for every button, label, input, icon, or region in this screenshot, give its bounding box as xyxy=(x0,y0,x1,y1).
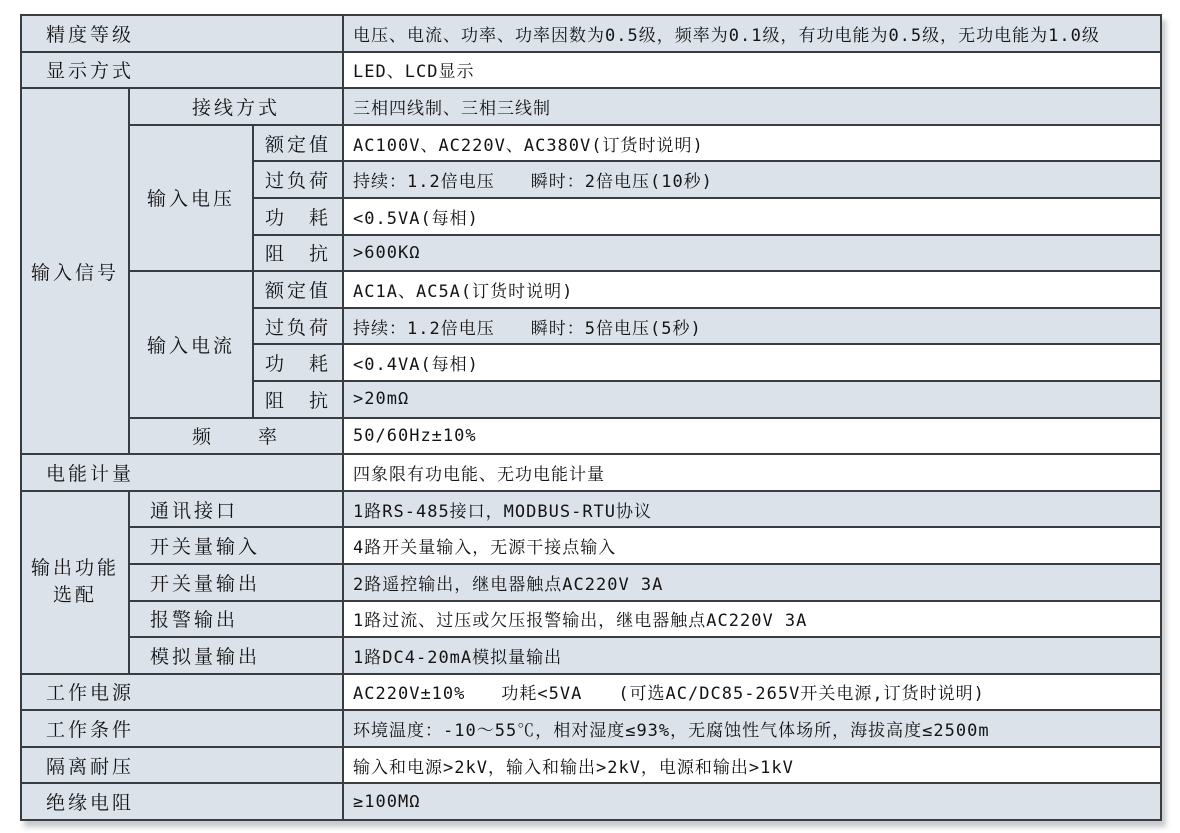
value-work-conditions: 环境温度：-10～55℃，相对湿度≤93%，无腐蚀性气体场所，海拔高度≤2500m xyxy=(343,710,1161,747)
value-isolation-withstand: 输入和电源>2kV，输入和输出>2kV，电源和输出>1kV xyxy=(343,747,1161,784)
row-alarm-output xyxy=(21,601,1161,638)
label-accuracy: 精度等级 xyxy=(21,15,343,52)
label-current-overload: 过负荷 xyxy=(253,308,343,345)
row-digital-output xyxy=(21,564,1161,601)
label-wiring: 接线方式 xyxy=(129,88,343,125)
row-insulation-resistance xyxy=(21,783,1161,820)
value-digital-input: 4路开关量输入，无源干接点输入 xyxy=(343,527,1161,564)
value-insulation-resistance: ≥100MΩ xyxy=(343,783,1161,820)
row-digital-input xyxy=(21,527,1161,564)
label-alarm-output: 报警输出 xyxy=(129,601,343,638)
row-energy-metering xyxy=(21,454,1161,491)
value-voltage-impedance: >600KΩ xyxy=(343,235,1161,272)
label-insulation-resistance: 绝缘电阻 xyxy=(21,783,343,820)
label-analog-output: 模拟量输出 xyxy=(129,637,343,674)
label-voltage-overload: 过负荷 xyxy=(253,161,343,198)
row-isolation-withstand xyxy=(21,747,1161,784)
label-voltage-consumption: 功 耗 xyxy=(253,198,343,235)
row-wiring xyxy=(21,88,1161,125)
label-comm-port: 通讯接口 xyxy=(129,491,343,528)
value-analog-output: 1路DC4-20mA模拟量输出 xyxy=(343,637,1161,674)
row-work-conditions xyxy=(21,710,1161,747)
value-display: LED、LCD显示 xyxy=(343,52,1161,89)
value-digital-output: 2路遥控输出，继电器触点AC220V 3A xyxy=(343,564,1161,601)
group-label-output-functions-line1: 输出功能 xyxy=(30,556,119,579)
label-digital-output: 开关量输出 xyxy=(129,564,343,601)
row-frequency xyxy=(21,418,1161,455)
label-digital-input: 开关量输入 xyxy=(129,527,343,564)
group-label-input-signal: 输入信号 xyxy=(21,88,129,454)
row-current-rated xyxy=(21,271,1161,308)
value-current-impedance: >20mΩ xyxy=(343,381,1161,418)
label-current-impedance: 阻 抗 xyxy=(253,381,343,418)
value-alarm-output: 1路过流、过压或欠压报警输出，继电器触点AC220V 3A xyxy=(343,601,1161,638)
spec-table xyxy=(20,14,1162,821)
label-power-supply: 工作电源 xyxy=(21,674,343,711)
row-analog-output xyxy=(21,637,1161,674)
label-voltage-impedance: 阻 抗 xyxy=(253,235,343,272)
label-display: 显示方式 xyxy=(21,52,343,89)
group-label-input-voltage: 输入电压 xyxy=(129,125,253,271)
value-comm-port: 1路RS-485接口，MODBUS-RTU协议 xyxy=(343,491,1161,528)
value-voltage-rated: AC100V、AC220V、AC380V(订货时说明) xyxy=(343,125,1161,162)
value-voltage-consumption: <0.5VA(每相) xyxy=(343,198,1161,235)
group-label-input-current: 输入电流 xyxy=(129,271,253,417)
label-current-consumption: 功 耗 xyxy=(253,344,343,381)
label-voltage-rated: 额定值 xyxy=(253,125,343,162)
group-label-output-functions-line2: 选配 xyxy=(52,584,97,607)
group-label-output-functions xyxy=(21,491,129,674)
value-voltage-overload: 持续：1.2倍电压 瞬时：2倍电压(10秒) xyxy=(343,161,1161,198)
row-accuracy xyxy=(21,15,1161,52)
label-energy-metering: 电能计量 xyxy=(21,454,343,491)
value-frequency: 50/60Hz±10% xyxy=(343,418,1161,455)
value-current-rated: AC1A、AC5A(订货时说明) xyxy=(343,271,1161,308)
label-current-rated: 额定值 xyxy=(253,271,343,308)
value-current-consumption: <0.4VA(每相) xyxy=(343,344,1161,381)
row-power-supply xyxy=(21,674,1161,711)
value-wiring: 三相四线制、三相三线制 xyxy=(343,88,1161,125)
value-power-supply: AC220V±10% 功耗<5VA (可选AC/DC85-265V开关电源,订货时说明) xyxy=(343,674,1161,711)
row-voltage-rated xyxy=(21,125,1161,162)
value-energy-metering: 四象限有功电能、无功电能计量 xyxy=(343,454,1161,491)
label-frequency: 频 率 xyxy=(129,418,343,455)
row-comm-port xyxy=(21,491,1161,528)
value-current-overload: 持续：1.2倍电压 瞬时：5倍电压(5秒) xyxy=(343,308,1161,345)
row-display xyxy=(21,52,1161,89)
label-work-conditions: 工作条件 xyxy=(21,710,343,747)
value-accuracy: 电压、电流、功率、功率因数为0.5级，频率为0.1级，有功电能为0.5级，无功电能为1.0级 xyxy=(343,15,1161,52)
label-isolation-withstand: 隔离耐压 xyxy=(21,747,343,784)
